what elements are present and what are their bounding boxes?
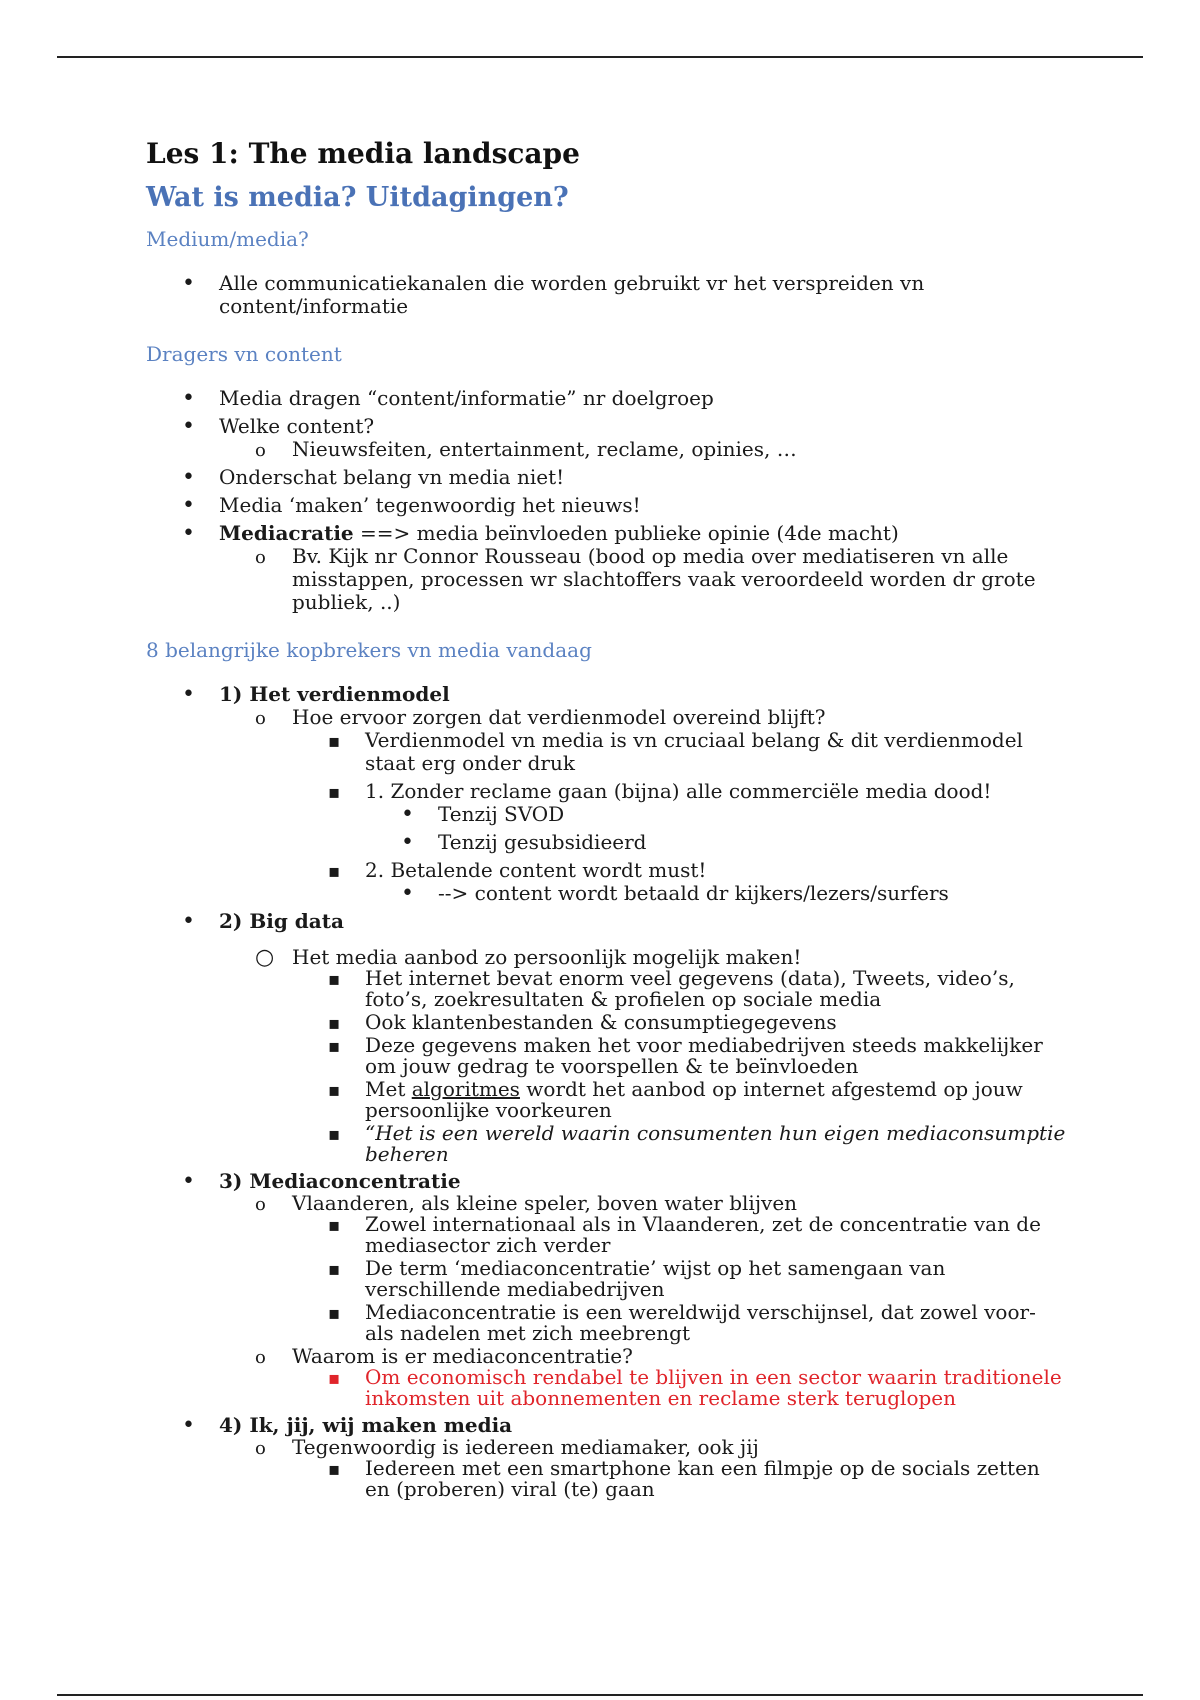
- sub-list: [219, 545, 1066, 614]
- list-item: ▪ Ook klantenbestanden & consumptiegegevens: [292, 1012, 1066, 1033]
- subheading-medium: Medium/media?: [146, 226, 309, 251]
- square-bullet-icon: [328, 968, 340, 990]
- list-item: ▪ Verdienmodel vn media is vn cruciaal belang & dit verdienmodel staat erg onder druk: [292, 729, 1066, 775]
- bullet-icon: [182, 415, 195, 438]
- list-item: • Tenzij SVOD: [365, 803, 1066, 826]
- square-bullet-icon: [328, 1302, 340, 1324]
- square-bullet-icon: [328, 1458, 340, 1480]
- list-item: • Media ‘maken’ tegenwoordig het nieuws!: [146, 494, 1066, 517]
- bullet-icon: [182, 910, 195, 933]
- list-item: • Media dragen “content/informatie” nr doelgroep: [146, 387, 1066, 410]
- page-title: Les 1: The media landscape: [146, 137, 580, 170]
- list-item: • Mediacratie ==> media beïnvloeden publieke opinie (4de macht) o Bv. Kijk nr Connor Rousseau (bood op media over mediatiseren vn alle misstappen, processen wr slachtoffers vaak veroordeeld worden dr grote publiek, ..): [146, 522, 1066, 614]
- bullet-icon: [401, 882, 414, 905]
- sub-list: [365, 882, 1066, 905]
- list-item: • --> content wordt betaald dr kijkers/lezers/surfers: [365, 882, 1066, 905]
- bullet-icon: [182, 272, 195, 295]
- list-item: ▪ Zowel internationaal als in Vlaanderen, zet de concentratie van de mediasector zich verder: [292, 1214, 1066, 1256]
- list-item: ▪ Mediaconcentratie is een wereldwijd verschijnsel, dat zowel voor- als nadelen met zich meebrengt: [292, 1302, 1066, 1344]
- list-item: o Waarom is er mediaconcentratie? ▪ Om economisch rendabel te blijven in een sector waarin traditionele inkomsten uit abonnementen en reclame sterk teruglopen: [219, 1346, 1066, 1409]
- square-bullet-icon: [328, 859, 340, 883]
- circle-bullet-icon: [255, 947, 274, 968]
- circle-bullet-icon: [255, 706, 266, 730]
- square-bullet-icon: [328, 1367, 340, 1389]
- section-heading: Wat is media? Uitdagingen?: [146, 182, 569, 213]
- sub-list: [219, 1190, 1066, 1410]
- square-bullet-icon: [328, 1035, 340, 1057]
- list-item: • Onderschat belang vn media niet!: [146, 466, 1066, 489]
- list-item: ▪ Iedereen met een smartphone kan een filmpje op de socials zetten en (proberen) viral (te) gaan: [292, 1458, 1066, 1500]
- square-bullet-icon: [328, 1079, 340, 1101]
- list-item: ▪ “Het is een wereld waarin consumenten hun eigen mediaconsumptie beheren: [292, 1123, 1066, 1165]
- kopbrekers-list: [146, 683, 1066, 1500]
- bullet-icon: [401, 831, 414, 854]
- list-item: o Vlaanderen, als kleine speler, boven water blijven ▪ Zowel internationaal als in Vlaanderen, zet de concentratie van de mediasector zich verder ▪ De term ‘mediaconcentratie’ wijst op het samengaan van verschillende mediabedrijven ▪ Mediaconcentratie is een wereldwijd verschijnsel, dat zowel voor- als nadelen met zich meebrengt: [219, 1193, 1066, 1344]
- list-item: ▪ 1. Zonder reclame gaan (bijna) alle commerciële media dood! • Tenzij SVOD • Tenzij gesubsidieerd: [292, 780, 1066, 854]
- circle-bullet-icon: [255, 438, 266, 462]
- list-item: o Hoe ervoor zorgen dat verdienmodel overeind blijft? ▪ Verdienmodel vn media is vn cruciaal belang & dit verdienmodel staat erg onder druk ▪ 1. Zonder reclame gaan (bijna) alle commerciële media dood! • Tenzij SVOD • Tenzij gesubsidieerd ▪ 2. Betalende content wordt must! • --> content wordt betaald dr kijkers/lezers/surfers: [219, 706, 1066, 905]
- top-rule: [57, 56, 1143, 58]
- circle-bullet-icon: [255, 545, 266, 569]
- bullet-icon: [182, 466, 195, 489]
- document-page: [146, 136, 1066, 1524]
- list-item: ▪ Het internet bevat enorm veel gegevens (data), Tweets, video’s, foto’s, zoekresultaten & profielen op sociale media: [292, 968, 1066, 1010]
- kopbreker-1: • 1) Het verdienmodel o Hoe ervoor zorgen dat verdienmodel overeind blijft? ▪ Verdienmodel vn media is vn cruciaal belang & dit verdienmodel staat erg onder druk ▪ 1. Zonder reclame gaan (bijna) alle commerciële media dood! • Tenzij SVOD • Tenzij gesubsidieerd ▪ 2. Betalende content wordt must! • --> content wordt betaald dr kijkers/lezers/surfers: [146, 683, 1066, 905]
- kopbreker-4: • 4) Ik, jij, wij maken media o Tegenwoordig is iedereen mediamaker, ook jij ▪ Iedereen met een smartphone kan een filmpje op de socials zetten en (proberen) viral (te) gaan: [146, 1414, 1066, 1500]
- square-bullet-icon: [328, 729, 340, 753]
- sub-list: [219, 438, 1066, 461]
- list-item: o Bv. Kijk nr Connor Rousseau (bood op media over mediatiseren vn alle misstappen, processen wr slachtoffers vaak veroordeeld worden dr grote publiek, ..): [219, 545, 1066, 614]
- circle-bullet-icon: [255, 1193, 266, 1215]
- list-item: • Alle communicatiekanalen die worden gebruikt vr het verspreiden vn content/informatie: [146, 272, 1066, 318]
- bullet-icon: [182, 1170, 195, 1193]
- sub-list: [365, 803, 1066, 854]
- circle-bullet-icon: [255, 1346, 266, 1368]
- list-item: • Welke content? o Nieuwsfeiten, entertainment, reclame, opinies, …: [146, 415, 1066, 461]
- sub-list: [292, 729, 1066, 905]
- subheading-kopbrekers: 8 belangrijke kopbrekers vn media vandaag: [146, 637, 592, 662]
- list-item: ▪ Met algoritmes wordt het aanbod op internet afgestemd op jouw persoonlijke voorkeuren: [292, 1079, 1066, 1121]
- sub-list: [219, 1434, 1066, 1501]
- sub-list: [219, 706, 1066, 905]
- bullet-icon: [182, 494, 195, 517]
- kopbreker-3: • 3) Mediaconcentratie o Vlaanderen, als kleine speler, boven water blijven ▪ Zowel internationaal als in Vlaanderen, zet de concentratie van de mediasector zich verder ▪ De term ‘mediaconcentratie’ wijst op het samengaan van verschillende mediabedrijven ▪ Mediaconcentratie is een wereldwijd verschijnsel, dat zowel voor- als nadelen met zich meebrengt o Waarom is er mediaconcentratie? ▪ Om economisch rendabel te blijven in een sector waarin traditionele inkomsten uit abonnementen en reclame sterk teruglopen: [146, 1170, 1066, 1409]
- bullet-icon: [182, 522, 195, 545]
- bullet-icon: [401, 803, 414, 826]
- list-item: ▪ Om economisch rendabel te blijven in een sector waarin traditionele inkomsten uit abonnementen en reclame sterk teruglopen: [292, 1367, 1066, 1409]
- bullet-icon: [182, 387, 195, 410]
- square-bullet-icon: [328, 780, 340, 804]
- list-item: • Tenzij gesubsidieerd: [365, 831, 1066, 854]
- sub-list: [219, 944, 1066, 1166]
- circle-bullet-icon: [255, 1437, 266, 1459]
- subheading-dragers: Dragers vn content: [146, 341, 342, 366]
- list-item: o Nieuwsfeiten, entertainment, reclame, opinies, …: [219, 438, 1066, 461]
- list-item: ○ Het media aanbod zo persoonlijk mogelijk maken! ▪ Het internet bevat enorm veel gegevens (data), Tweets, video’s, foto’s, zoekresultaten & profielen op sociale media ▪ Ook klantenbestanden & consumptiegegevens ▪ Deze gegevens maken het voor mediabedrijven steeds makkelijker om jouw gedrag te voorspellen & te beïnvloeden ▪ Met algoritmes wordt het aanbod op internet afgestemd op jouw persoonlijke voorkeuren ▪ “Het is een wereld waarin consumenten hun eigen mediaconsumptie beheren: [219, 947, 1066, 1165]
- list-item: ▪ Deze gegevens maken het voor mediabedrijven steeds makkelijker om jouw gedrag te voorspellen & te beïnvloeden: [292, 1035, 1066, 1077]
- bottom-rule: [57, 1694, 1143, 1696]
- medium-list: [146, 272, 1066, 318]
- sub-list: [292, 1455, 1066, 1501]
- list-item: ▪ De term ‘mediaconcentratie’ wijst op het samengaan van verschillende mediabedrijven: [292, 1258, 1066, 1300]
- list-item: ▪ 2. Betalende content wordt must! • --> content wordt betaald dr kijkers/lezers/surfers: [292, 859, 1066, 905]
- square-bullet-icon: [328, 1214, 340, 1236]
- dragers-list: [146, 387, 1066, 614]
- list-item: o Tegenwoordig is iedereen mediamaker, ook jij ▪ Iedereen met een smartphone kan een filmpje op de socials zetten en (proberen) viral (te) gaan: [219, 1437, 1066, 1500]
- sub-list: [292, 1364, 1066, 1410]
- sub-list: [292, 965, 1066, 1166]
- square-bullet-icon: [328, 1012, 340, 1034]
- kopbreker-2: • 2) Big data ○ Het media aanbod zo persoonlijk mogelijk maken! ▪ Het internet bevat enorm veel gegevens (data), Tweets, video’s, foto’s, zoekresultaten & profielen op sociale media ▪ Ook klantenbestanden & consumptiegegevens ▪ Deze gegevens maken het voor mediabedrijven steeds makkelijker om jouw gedrag te voorspellen & te beïnvloeden ▪ Met algoritmes wordt het aanbod op internet afgestemd op jouw persoonlijke voorkeuren ▪ “Het is een wereld waarin consumenten hun eigen mediaconsumptie beheren: [146, 910, 1066, 1165]
- square-bullet-icon: [328, 1123, 340, 1145]
- bullet-icon: [182, 1414, 195, 1437]
- square-bullet-icon: [328, 1258, 340, 1280]
- bullet-icon: [182, 683, 195, 706]
